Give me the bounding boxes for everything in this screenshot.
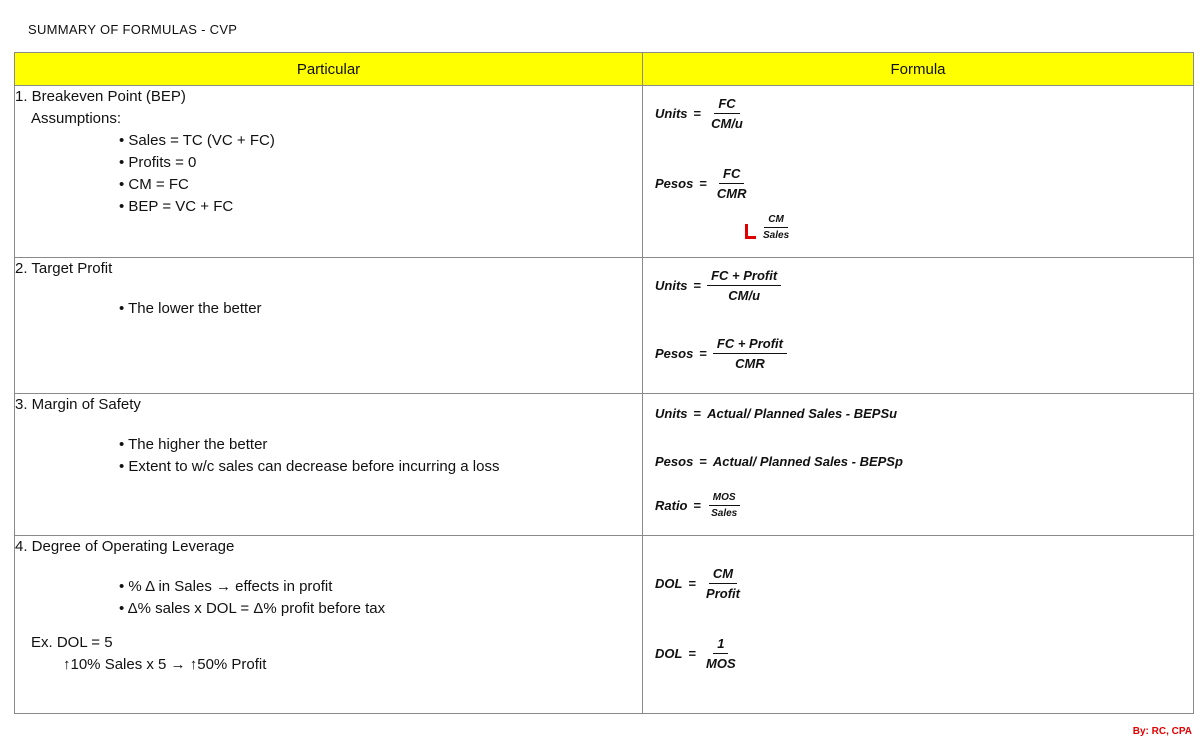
- formula-lhs: Pesos: [655, 454, 694, 469]
- denominator: Sales: [763, 230, 790, 241]
- bullet: • % Δ in Sales → effects in profit: [119, 578, 333, 595]
- particular-cell: [15, 86, 643, 258]
- table-row: [15, 86, 1194, 258]
- formula-rhs: Actual/ Planned Sales - BEPSu: [707, 406, 898, 421]
- bullet: • Sales = TC (VC + FC): [119, 132, 275, 149]
- assumptions-label: Assumptions:: [31, 110, 122, 127]
- numerator: 1: [713, 636, 728, 654]
- table-row: [15, 258, 1194, 394]
- formula: Units = $\frac{FC}{CM/u}$: [655, 96, 747, 131]
- formula-lhs: Ratio: [655, 498, 688, 513]
- row-heading: 3. Margin of Safety: [15, 396, 141, 413]
- header-particular: Particular: [15, 53, 643, 86]
- cmr-definition: [745, 214, 793, 241]
- particular-cell: [15, 258, 643, 394]
- bullet: • BEP = VC + FC: [119, 198, 234, 215]
- numerator: FC: [714, 96, 739, 114]
- bullet: • The lower the better: [119, 300, 262, 317]
- bullet: • The higher the better: [119, 436, 268, 453]
- fraction: [702, 566, 744, 601]
- header-formula: Formula: [643, 53, 1194, 86]
- numerator: CM: [709, 566, 737, 584]
- denominator: CMR: [716, 186, 747, 201]
- formula: Ratio = $\frac{\text{MOS}}{\text{Sales}}$: [655, 492, 741, 519]
- formula: DOL = $\frac{CM}{\text{Profit}}$: [655, 566, 744, 601]
- denominator: Sales: [711, 508, 738, 519]
- table-row: [15, 394, 1194, 536]
- numerator: FC + Profit: [713, 336, 787, 354]
- red-bracket-icon: [745, 224, 756, 239]
- example-detail: ↑10% Sales x 5 → ↑50% Profit: [63, 656, 267, 673]
- formula: Units = Actual/ Planned Sales - BEPSu: [655, 406, 898, 421]
- table-row: [15, 536, 1194, 714]
- formula-cell: [643, 258, 1194, 394]
- fraction: [707, 492, 741, 519]
- formula-table: [14, 52, 1194, 714]
- formula-lhs: Units: [655, 406, 688, 421]
- example: Ex. DOL = 5: [31, 634, 113, 651]
- fraction: [713, 336, 787, 371]
- bullet: • Δ% sales x DOL = Δ% profit before tax: [119, 600, 386, 617]
- fraction: [713, 166, 751, 201]
- formula-lhs: Units: [655, 106, 688, 121]
- formula-cell: [643, 536, 1194, 714]
- formula-lhs: DOL: [655, 576, 683, 591]
- bullet: • Extent to w/c sales can decrease before incurring a loss: [119, 458, 500, 475]
- fraction: [759, 214, 793, 241]
- numerator: CM: [764, 214, 788, 228]
- formula: Units = $\frac{\text{FC + Profit}}{CM/u}$: [655, 268, 781, 303]
- formula-cell: [643, 394, 1194, 536]
- particular-cell: [15, 394, 643, 536]
- numerator: FC + Profit: [707, 268, 781, 286]
- denominator: MOS: [706, 656, 736, 671]
- fraction: [707, 268, 781, 303]
- numerator: FC: [719, 166, 744, 184]
- formula-lhs: Pesos: [655, 346, 694, 361]
- row-heading: 2. Target Profit: [15, 260, 113, 277]
- byline: By: RC, CPA: [1132, 726, 1192, 737]
- formula-lhs: Units: [655, 278, 688, 293]
- bullet: • Profits = 0: [119, 154, 197, 171]
- denominator: Profit: [706, 586, 740, 601]
- header-row: [15, 53, 1194, 86]
- formula: Pesos = $\frac{FC}{\text{CMR}}$: [655, 166, 751, 201]
- denominator: CM/u: [711, 116, 743, 131]
- formula-rhs: Actual/ Planned Sales - BEPSp: [712, 454, 903, 469]
- row-heading: 1. Breakeven Point (BEP): [15, 88, 186, 105]
- denominator: CMR: [735, 356, 765, 371]
- fraction: [702, 636, 740, 671]
- formula: DOL = $\frac{1}{\text{MOS}}$: [655, 636, 740, 671]
- page-title: SUMMARY OF FORMULAS - CVP: [28, 22, 238, 37]
- row-heading: 4. Degree of Operating Leverage: [15, 538, 235, 555]
- formula-lhs: DOL: [655, 646, 683, 661]
- numerator: MOS: [709, 492, 740, 506]
- bullet: • CM = FC: [119, 176, 189, 193]
- formula-lhs: Pesos: [655, 176, 694, 191]
- formula: Pesos = $\frac{\text{FC + Profit}}{\text{CMR}}$: [655, 336, 787, 371]
- particular-cell: [15, 536, 643, 714]
- fraction: [707, 96, 747, 131]
- formula-cell: [643, 86, 1194, 258]
- formula: Pesos = Actual/ Planned Sales - BEPSp: [655, 454, 903, 469]
- denominator: CM/u: [728, 288, 761, 303]
